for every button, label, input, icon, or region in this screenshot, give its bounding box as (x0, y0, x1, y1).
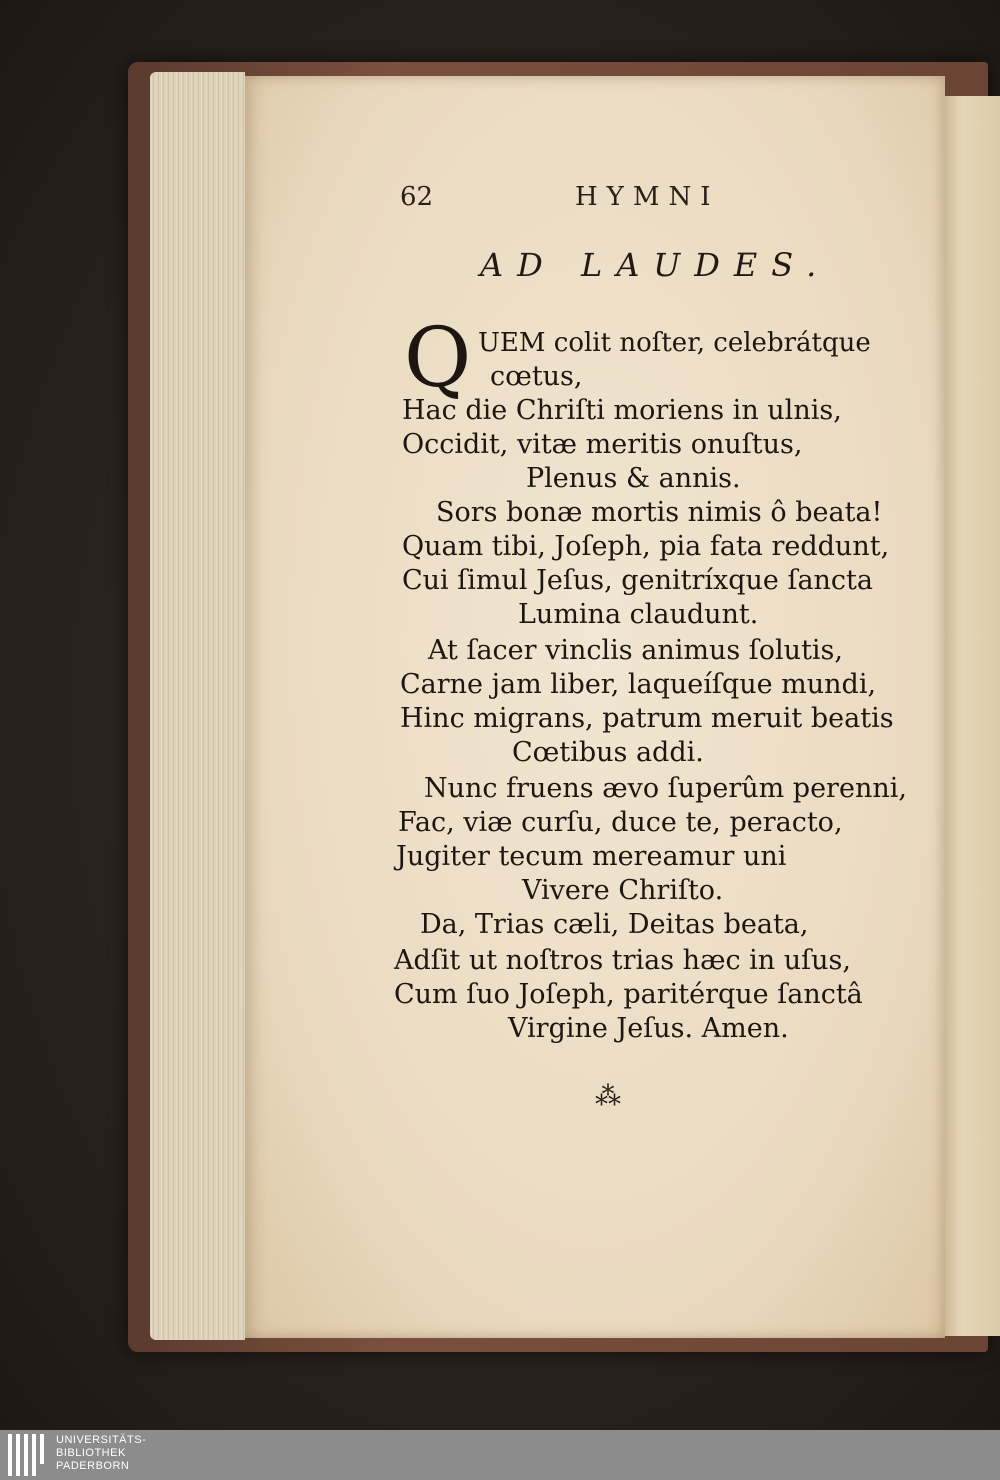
hymn-line: Quam tibi, Joſeph, pia fata reddunt, (402, 531, 890, 562)
hymn-line: Hac die Chriſti moriens in ulnis, (402, 395, 842, 426)
hymn-line: UEM colit noſter, celebrátque (478, 328, 871, 358)
hymn-line: Occidit, vitæ meritis onuſtus, (402, 429, 803, 460)
hymn-line: Vivere Chriſto. (522, 875, 724, 906)
drop-cap: Q (404, 311, 472, 406)
hymn-line: Virgine Jeſus. Amen. (508, 1013, 789, 1044)
hymn-line: cœtus, (490, 361, 583, 392)
hymn-line: Adſit ut noſtros trias hæc in uſus, (394, 945, 851, 976)
hymn-line: Lumina claudunt. (518, 599, 759, 630)
hymn-line: Nunc fruens ævo ſuperûm perenni, (424, 773, 907, 804)
hymn-heading: AD LAUDES. (480, 246, 831, 284)
facing-page (945, 96, 1000, 1336)
hymn-line: Cum ſuo Joſeph, paritérque ſanctâ (394, 979, 863, 1010)
hymn-line: Fac, viæ curſu, duce te, peracto, (398, 807, 843, 838)
logo-line: BIBLIOTHEK (56, 1447, 126, 1459)
page-header (400, 182, 820, 222)
hymn-line: Hinc migrans, patrum meruit beatis (400, 703, 894, 734)
page-number: 62 (400, 182, 434, 212)
hymn-line: Jugiter tecum mereamur uni (396, 841, 787, 872)
hymn-line: Sors bonæ mortis nimis ô beata! (436, 497, 883, 528)
logo-line: UNIVERSITÄTS- (56, 1434, 147, 1446)
hymn-line: Cœtibus addi. (512, 737, 704, 768)
hymn-line: Plenus & annis. (526, 463, 741, 494)
running-head: HYMNI (575, 182, 720, 212)
ornament-glyph: ⁂ (595, 1082, 622, 1112)
page-edges (150, 72, 245, 1340)
library-footer (0, 1430, 1000, 1480)
hymn-line: Da, Trias cæli, Deitas beata, (420, 909, 809, 940)
hymn-line: Cui ſimul Jeſus, genitríxque ſancta (402, 565, 873, 596)
hymn-line: At ſacer vinclis animus ſolutis, (428, 635, 843, 666)
library-logo-icon (8, 1434, 46, 1476)
hymn-line: Carne jam liber, laqueíſque mundi, (400, 669, 877, 700)
logo-line: PADERBORN (56, 1460, 130, 1472)
library-logo-text (56, 1434, 146, 1473)
